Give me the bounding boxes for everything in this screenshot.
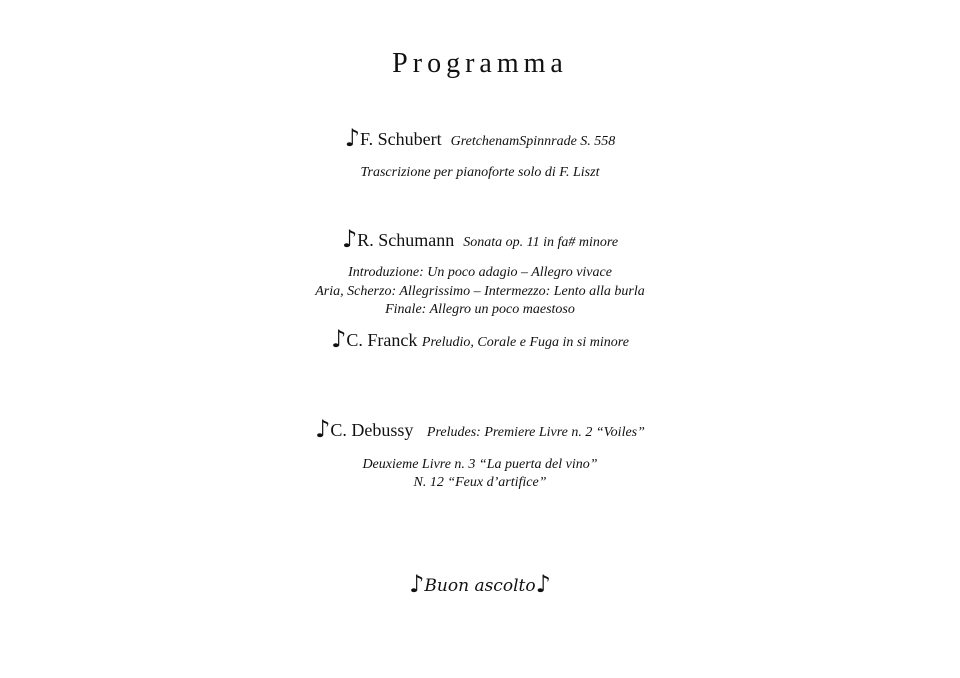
work-detail: N. 12 “Feux d’artifice” [413, 475, 547, 490]
work-detail: Aria, Scherzo: Allegrissimo – Intermezzo: Lento alla burla [315, 284, 645, 299]
program-item-schubert [0, 126, 960, 154]
page-title: Programma [392, 48, 568, 79]
work-title: Preludio, Corale e Fuga in si minore [421, 335, 629, 350]
work-title: Preludes: Premiere Livre n. 2 “Voiles” [426, 425, 645, 440]
program-item-debussy [0, 417, 960, 445]
closing-message [0, 571, 960, 599]
work-detail: Deuxieme Livre n. 3 “La puerta del vino” [362, 457, 598, 472]
composer-name: C. Franck [346, 330, 418, 350]
work-detail: Finale: Allegro un poco maestoso [385, 302, 575, 317]
music-note-icon: ♪ [409, 570, 425, 598]
program-item-franck [0, 327, 960, 355]
closing-text: Buon ascolto [424, 576, 536, 596]
work-detail: Introduzione: Un poco adagio – Allegro vivace [348, 265, 612, 280]
work-title: Sonata op. 11 in fa# minore [463, 235, 619, 250]
composer-name: C. Debussy [330, 420, 414, 440]
composer-name: F. Schubert [360, 129, 442, 149]
work-title: GretchenamSpinnrade S. 558 [450, 134, 616, 149]
music-note-icon: ♪ [315, 415, 331, 443]
music-note-icon: ♪ [344, 124, 361, 152]
work-detail: Trascrizione per pianoforte solo di F. Liszt [360, 165, 600, 180]
composer-name: R. Schumann [357, 230, 455, 250]
music-note-icon: ♪ [341, 225, 358, 253]
music-note-icon: ♪ [331, 325, 347, 353]
program-item-schumann [0, 227, 960, 255]
music-note-icon: ♪ [535, 570, 551, 598]
